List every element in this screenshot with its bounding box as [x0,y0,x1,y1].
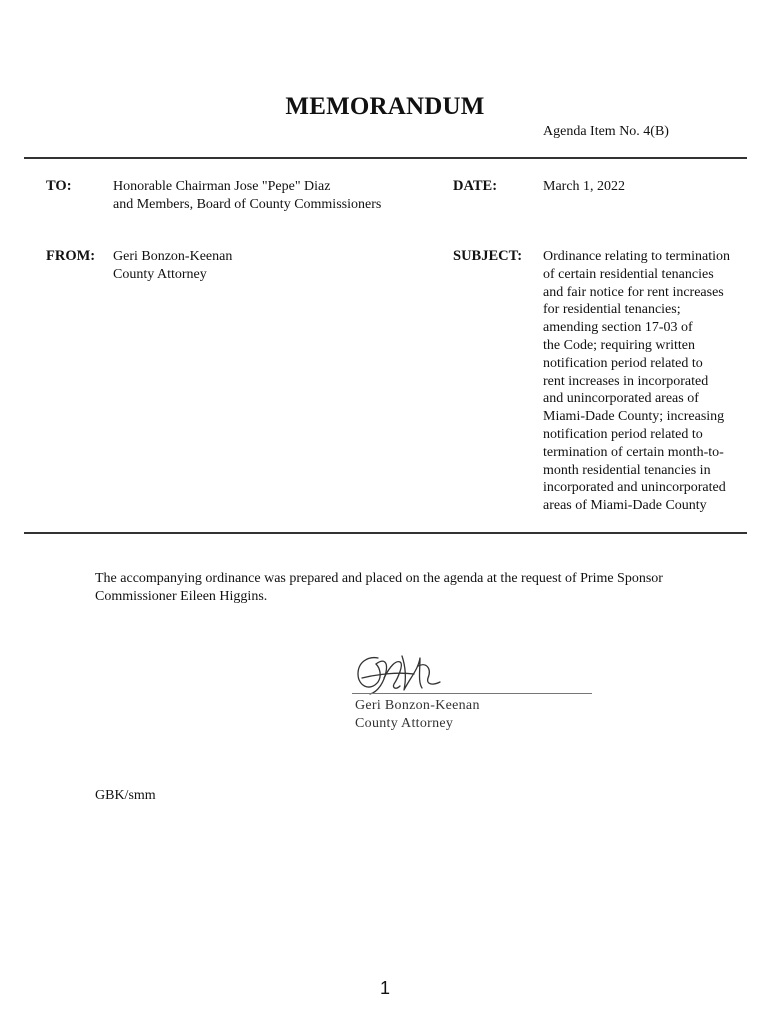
bottom-divider [24,532,747,534]
signatory-title: County Attorney [355,716,454,731]
memo-body [95,570,663,606]
date-label: DATE: [453,178,498,194]
subject-line: rent increases in incorporated [543,373,709,389]
subject-line: the Code; requiring written [543,337,696,353]
subject-line: and fair notice for rent increases [543,284,724,300]
signatory-name: Geri Bonzon-Keenan [355,698,480,713]
body-line-1: The accompanying ordinance was prepared and placed on the agenda at the request of Prime Sponsor [95,571,663,586]
subject-label: SUBJECT: [453,248,523,264]
to-recipient [113,178,381,214]
body-line-2: Commissioner Eileen Higgins. [95,589,268,604]
from-sender [113,248,232,284]
subject-line: Miami-Dade County; increasing [543,409,725,425]
subject-line: incorporated and unincorporated [543,480,726,496]
top-divider [24,157,747,159]
reference-initials: GBK/smm [95,788,156,803]
subject-text [543,248,730,515]
subject-line: notification period related to [543,355,703,371]
subject-line: notification period related to [543,426,703,442]
from-line-2: County Attorney [113,267,207,282]
subject-line: and unincorporated areas of [543,391,699,407]
subject-line: month residential tenancies in [543,462,711,478]
agenda-item-number: Agenda Item No. 4(B) [543,124,669,139]
subject-line: areas of Miami-Dade County [543,498,707,514]
from-label: FROM: [46,248,96,264]
to-line-2: and Members, Board of County Commissioners [113,197,382,212]
handwritten-signature-icon [348,648,458,698]
memo-title: MEMORANDUM [285,93,485,120]
subject-line: of certain residential tenancies [543,266,714,282]
date-value: March 1, 2022 [543,179,626,194]
subject-line: amending section 17-03 of [543,320,693,336]
to-label: TO: [46,178,72,194]
to-line-1: Honorable Chairman Jose "Pepe" Diaz [113,179,331,194]
subject-line: termination of certain month-to- [543,444,724,460]
subject-line: Ordinance relating to termination [543,249,730,264]
subject-line: for residential tenancies; [543,302,681,318]
signature-line [352,693,592,694]
signatory-block [355,697,480,733]
from-line-1: Geri Bonzon-Keenan [113,249,233,264]
page-number: 1 [379,978,390,998]
